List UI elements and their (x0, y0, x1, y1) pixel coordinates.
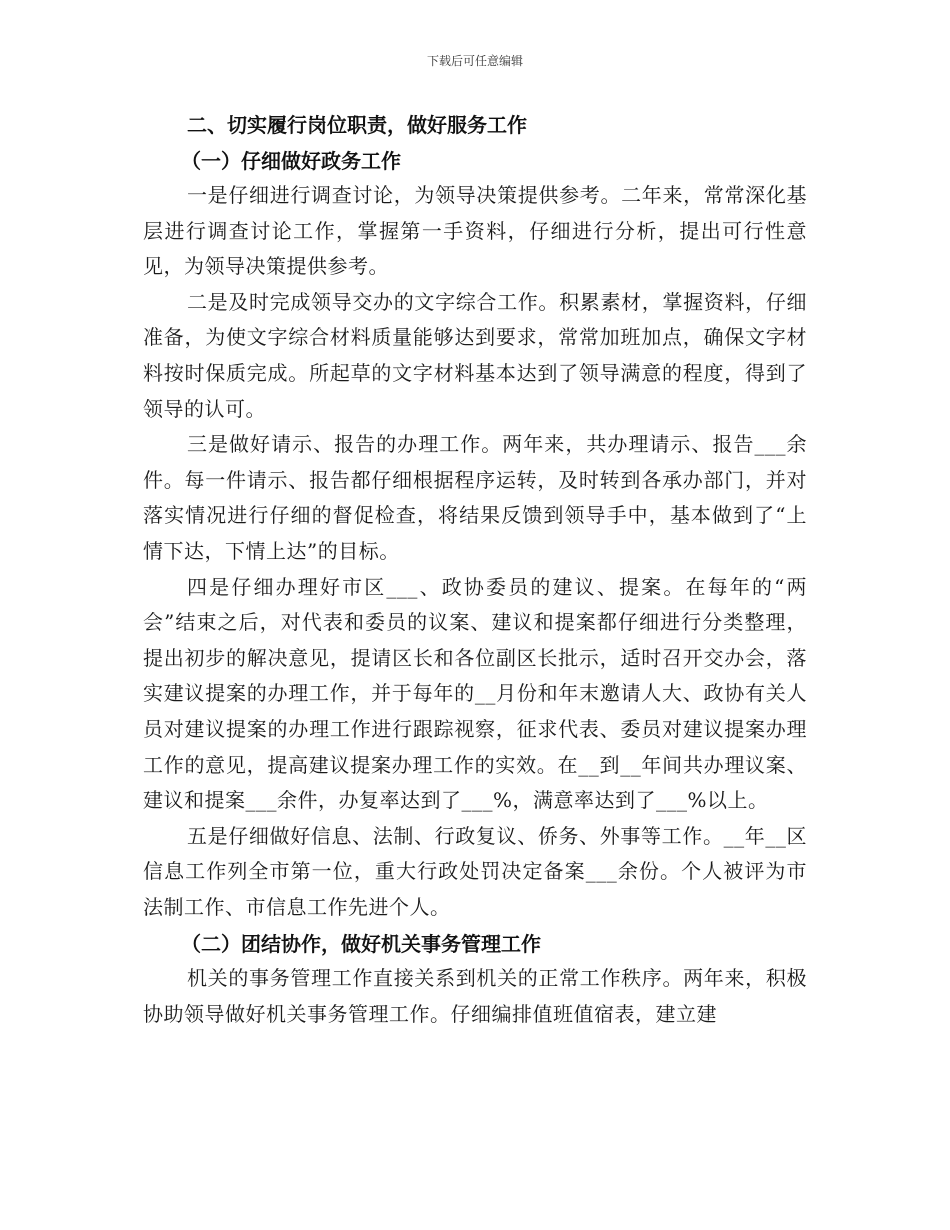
subsection-title-1: （一）仔细做好政务工作 (181, 149, 401, 173)
paragraph: 机关的事务管理工作直接关系到机关的正常工作秩序。两年来，积极协助领导做好机关事务管理工作。仔细编排值班值宿表，建立建 (143, 966, 807, 1027)
page-header: 下载后可任意编辑 (426, 54, 523, 68)
paragraph: 一是仔细进行调查讨论，为领导决策提供参考。二年来，常常深化基层进行调查讨论工作，掌握第一手资料，仔细进行分析，提出可行性意见，为领导决策提供参考。 (143, 183, 807, 279)
paragraph: 二是及时完成领导交办的文字综合工作。积累素材，掌握资料，仔细准备，为使文字综合材料质量能够达到要求，常常加班加点，确保文字材料按时保质完成。所起草的文字材料基本达到了领导满意的程度，得到了领导的认可。 (143, 289, 807, 421)
subsection-title-2: （二）团结协作，做好机关事务管理工作 (181, 932, 541, 957)
section-title: 二、切实履行岗位职责，做好服务工作 (187, 113, 527, 137)
paragraph: 四是仔细办理好市区___、政协委员的建议、提案。在每年的“两会”结束之后，对代表和委员的议案、建议和提案都仔细进行分类整理，提出初步的解决意见，提请区长和各位副区长批示，适时召开交办会，落实建议提案的办理工作，并于每年的__月份和年末邀请人大、政协有关人员对建议提案的办理工作进行跟踪视察，征求代表、委员对建议提案办理工作的意见，提高建议提案办理工作的实效。在__到__年间共办理议案、建议和提案___余件，办复率达到了___%，满意率达到了___%以上。 (143, 574, 807, 813)
paragraph: 三是做好请示、报告的办理工作。两年来，共办理请示、报告___余件。每一件请示、报告都仔细根据程序运转，及时转到各承办部门，并对落实情况进行仔细的督促检查，将结果反馈到领导手中，基本做到了“上情下达，下情上达”的目标。 (143, 432, 807, 563)
paragraph: 五是仔细做好信息、法制、行政复议、侨务、外事等工作。__年__区信息工作列全市第一位，重大行政处罚决定备案___余份。个人被评为市法制工作、市信息工作先进个人。 (143, 823, 807, 919)
document-body (143, 108, 807, 1033)
